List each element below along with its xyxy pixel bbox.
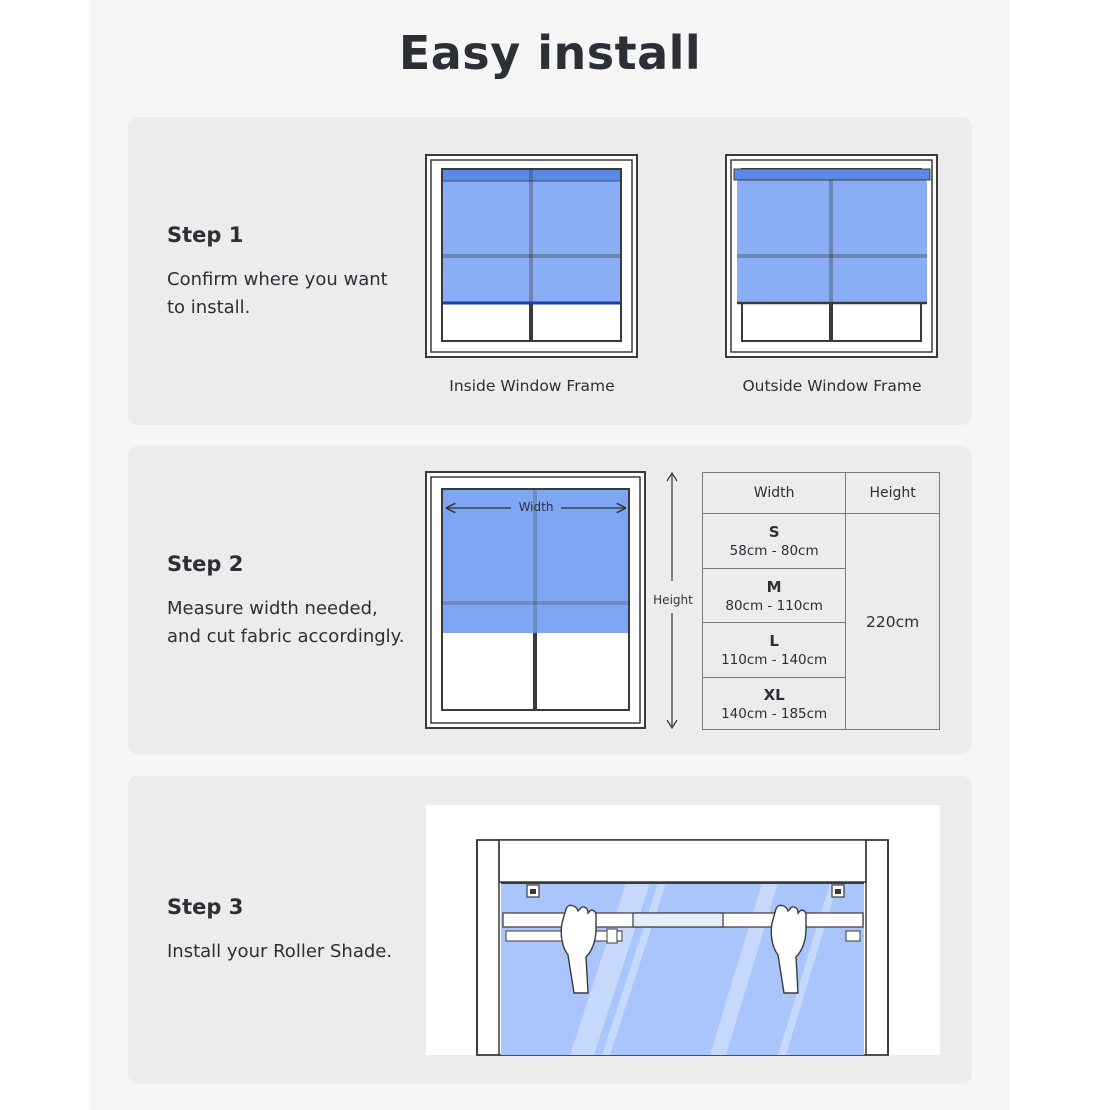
inside-frame-illustration [425, 154, 639, 359]
size-label: L [769, 632, 779, 650]
size-label: M [766, 577, 782, 596]
size-row-xl [703, 678, 846, 730]
step1-desc-line1: Confirm where you want [167, 269, 388, 290]
width-label: Width [518, 500, 554, 514]
step1-description [167, 266, 388, 322]
step2-desc-line2: and cut fabric accordingly. [167, 626, 405, 647]
size-range: 110cm - 140cm [721, 652, 828, 668]
inside-frame-caption: Inside Window Frame [449, 377, 615, 395]
size-range: 58cm - 80cm [729, 543, 819, 559]
page-title: Easy install [398, 26, 702, 80]
size-table [702, 472, 940, 730]
step1-title: Step 1 [167, 223, 244, 247]
size-range: 140cm - 185cm [721, 705, 828, 722]
step3-card [128, 776, 972, 1084]
step3-title: Step 3 [167, 895, 244, 919]
install-illustration [426, 805, 940, 1055]
size-range: 80cm - 110cm [725, 597, 823, 614]
outside-frame-illustration [725, 154, 939, 359]
size-table-header-width: Width [703, 473, 846, 514]
step2-desc-line1: Measure width needed, [167, 598, 378, 619]
outside-frame-caption: Outside Window Frame [742, 377, 922, 395]
step1-desc-line2: to install. [167, 297, 251, 318]
step1-card [128, 117, 972, 425]
step2-title: Step 2 [167, 552, 244, 576]
size-row-m [703, 569, 846, 623]
size-table-header-height: Height [846, 473, 940, 514]
size-label: XL [763, 685, 785, 704]
height-label: Height [653, 593, 693, 607]
size-row-s [703, 514, 846, 569]
size-row-l [703, 623, 846, 678]
size-label: S [768, 523, 780, 541]
step2-card [128, 446, 972, 754]
step2-description [167, 595, 404, 651]
size-table-height-value: 220cm [846, 514, 940, 730]
step3-description: Install your Roller Shade. [167, 941, 393, 962]
